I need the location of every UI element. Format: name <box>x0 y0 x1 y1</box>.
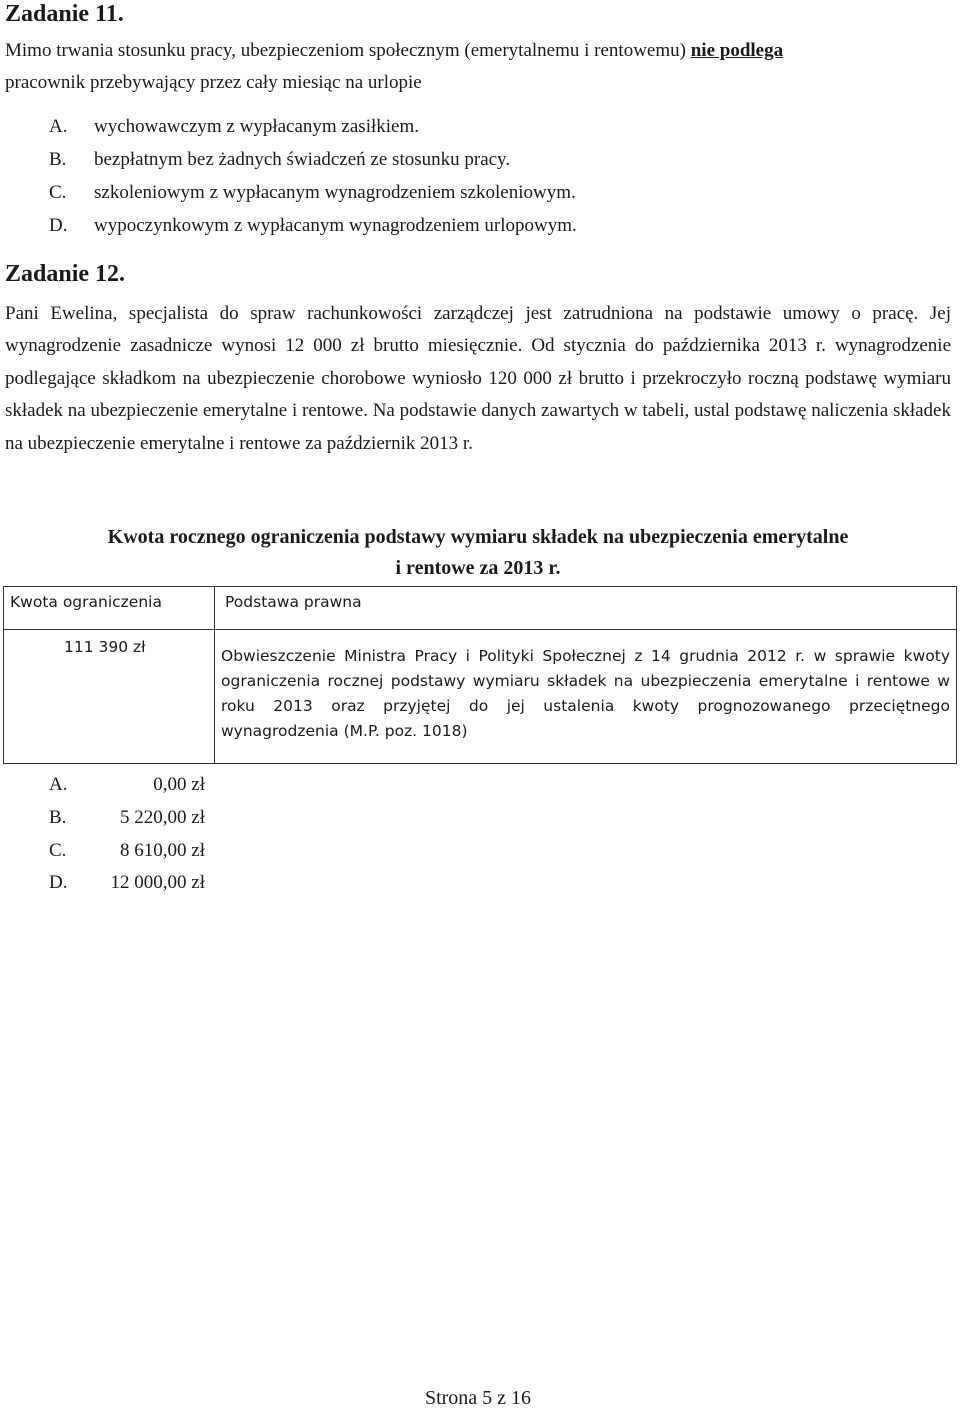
task12-answer-a[interactable] <box>49 768 205 801</box>
task12-paragraph: Pani Ewelina, specjalista do spraw rachunkowości zarządczej jest zatrudniona na podstawie umowy o pracę. Jej wynagrodzenie zasadnicze wynosi 12 000 zł brutto miesięcznie. Od stycznia do października 2013 r. wynagrodzenie podlegające składkom na ubezpieczenie chorobowe wyniosło 120 000 zł brutto i przekroczyło roczną podstawę wymiaru składek na ubezpieczenie emerytalne i rentowe. Na podstawie danych zawartych w tabeli, ustal podstawę naliczenia składek na ubezpieczenie emerytalne i rentowe za październik 2013 r. <box>5 303 951 454</box>
answer-letter: A. <box>49 774 68 795</box>
page-number: Strona 5 z 16 <box>424 1387 532 1409</box>
answer-value: 0,00 zł <box>153 774 205 795</box>
table-cell-amount <box>4 630 215 764</box>
table-header-legal-basis: Podstawa prawna <box>215 587 957 630</box>
table-row <box>4 630 957 764</box>
answer-value: 5 220,00 zł <box>120 807 205 828</box>
option-text: bezpłatnym bez żadnych świadczeń ze stosunku pracy. <box>94 149 511 170</box>
table-header-amount: Kwota ograniczenia <box>4 587 215 630</box>
task11-title: Zadanie 11. <box>5 1 124 27</box>
task11-question-part1: Mimo trwania stosunku pracy, ubezpieczeniom społecznym (emerytalnemu i rentowemu) <box>5 40 686 61</box>
task12-answer-b[interactable] <box>49 801 205 834</box>
table-caption-line2: i rentowe za 2013 r. <box>395 557 561 579</box>
table-caption-line1: Kwota rocznego ograniczenia podstawy wymiaru składek na ubezpieczenia emerytalne <box>107 526 849 548</box>
amount-value: 111 390 zł <box>64 638 146 656</box>
table-header-row <box>4 587 957 630</box>
task11-option-a[interactable] <box>49 111 419 143</box>
option-text: szkoleniowym z wypłacanym wynagrodzeniem szkoleniowym. <box>94 182 576 203</box>
answer-letter: B. <box>49 807 67 828</box>
answer-value: 12 000,00 zł <box>110 872 205 893</box>
option-letter: C. <box>49 182 67 203</box>
contribution-limit-table <box>3 586 957 764</box>
task12-answer-d[interactable] <box>49 866 205 899</box>
option-letter: B. <box>49 149 67 170</box>
option-letter: D. <box>49 215 68 236</box>
option-letter: A. <box>49 116 68 137</box>
task11-question-line1 <box>5 35 955 67</box>
task11-option-c[interactable] <box>49 177 576 209</box>
task11-question-line2: pracownik przebywający przez cały miesiąc na urlopie <box>5 72 422 93</box>
task11-option-d[interactable] <box>49 210 577 242</box>
task11-question-emphasis: nie podlega <box>690 40 784 61</box>
answer-letter: D. <box>49 872 68 893</box>
option-text: wychowawczym z wypłacanym zasiłkiem. <box>94 116 419 137</box>
task12-answer-c[interactable] <box>49 834 205 867</box>
answer-letter: C. <box>49 840 67 861</box>
task11-option-b[interactable] <box>49 144 510 176</box>
task12-title: Zadanie 12. <box>5 261 126 287</box>
option-text: wypoczynkowym z wypłacanym wynagrodzeniem urlopowym. <box>94 215 577 236</box>
table-cell-legal-basis: Obwieszczenie Ministra Pracy i Polityki Społecznej z 14 grudnia 2012 r. w sprawie kwoty ograniczenia rocznej podstawy wymiaru składek na ubezpieczenia emerytalne i rentowe w roku 2013 oraz przyjętej do jej ustalenia kwoty prognozowanego przeciętnego wynagrodzenia (M.P. poz. 1018) <box>215 630 957 764</box>
answer-value: 8 610,00 zł <box>120 840 205 861</box>
